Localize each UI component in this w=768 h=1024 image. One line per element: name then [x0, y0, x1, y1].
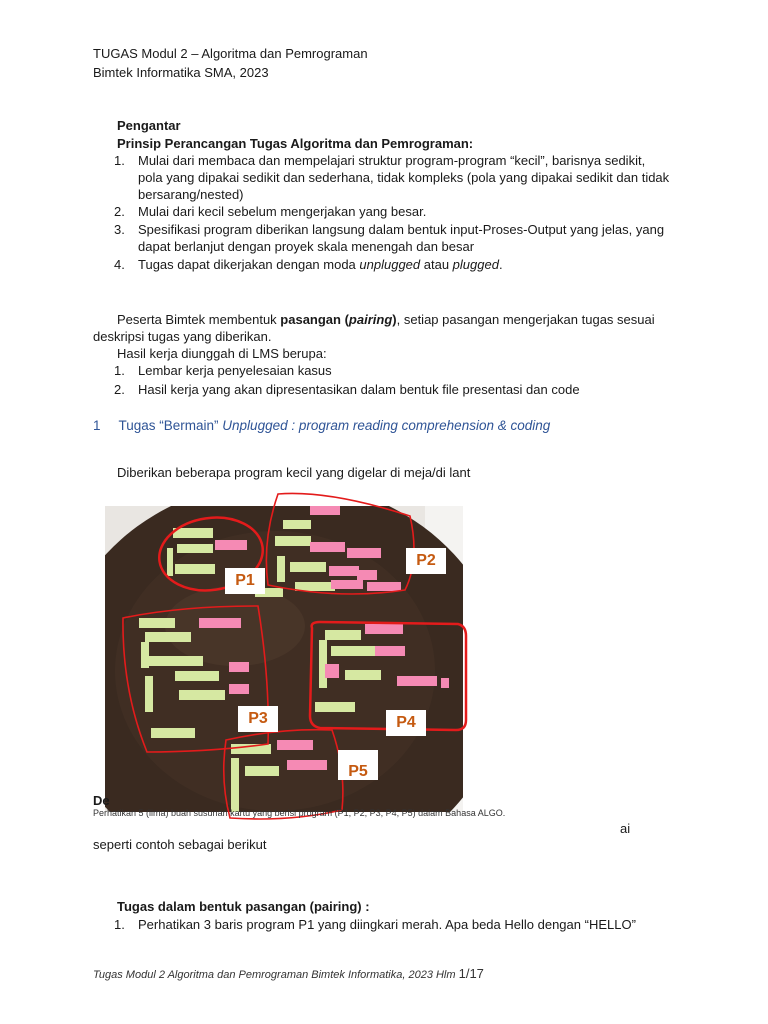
section-heading: 1 Tugas “Bermain” Unplugged : program reading comprehension & coding: [93, 418, 551, 433]
section-number: 1: [93, 418, 101, 433]
pairing-paragraph: Peserta Bimtek membentuk pasangan (pairing), setiap pasangan mengerjakan tugas sesuai: [117, 312, 655, 327]
intro-title: Pengantar: [117, 118, 181, 133]
caption-fragment: De: [93, 793, 110, 808]
label-p5: P5: [338, 750, 378, 780]
label-p4: P4: [386, 710, 426, 736]
doc-header-title: TUGAS Modul 2 – Algoritma dan Pemrograman: [93, 46, 368, 61]
pairing-paragraph-cont: deskripsi tugas yang diberikan.: [93, 329, 272, 344]
label-p2: P2: [406, 548, 446, 574]
intro-subtitle: Prinsip Perancangan Tugas Algoritma dan Pemrograman:: [117, 136, 474, 151]
given-text: Diberikan beberapa program kecil yang digelar di meja/di lant: [117, 465, 471, 480]
tasks-list: 1. Perhatikan 3 baris program P1 yang diingkari merah. Apa beda Hello dengan “HELLO”: [114, 917, 636, 932]
tasks-title: Tugas dalam bentuk pasangan (pairing) :: [117, 899, 370, 914]
lms-paragraph: Hasil kerja diunggah di LMS berupa:: [117, 346, 327, 361]
lms-list: 1. Lembar kerja penyelesaian kasus 2. Hasil kerja yang akan dipresentasikan dalam bentuk file presentasi dan code: [114, 363, 580, 397]
doc-header-subtitle: Bimtek Informatika SMA, 2023: [93, 65, 269, 80]
label-p1: P1: [225, 568, 265, 594]
intro-list: 1. Mulai dari membaca dan mempelajari struktur program-program “kecil”, barisnya sedikit, pola yang dipakai sedikit dan sederhana, tidak kompleks (pola yang dipakai sedikit dan tidak bersarang/nested) 2. Mulai dari kecil sebelum mengerjakan yang besar. 3. Spesifikasi program diberikan langsung dalam bentuk input-Proses-Output yang jelas, yang dapat berlanjut dengan proyek skala menengah dan besar 4. Tugas dapat dikerjakan dengan moda unplugged atau plugged.: [114, 153, 670, 272]
example-text: seperti contoh sebagai berikut: [93, 837, 267, 852]
caption-right-fragment: ai: [620, 821, 631, 836]
caption-small: Perhatikan 5 (lima) buah susunan kartu yang berisi program (P1, P2, P3, P4, P5) dalam Bahasa ALGO.: [93, 808, 506, 818]
page-footer: Tugas Modul 2 Algoritma dan Pemrograman Bimtek Informatika, 2023 Hlm 1/17: [93, 966, 484, 981]
label-p3: P3: [238, 706, 278, 732]
page-number: 1/17: [458, 966, 484, 981]
